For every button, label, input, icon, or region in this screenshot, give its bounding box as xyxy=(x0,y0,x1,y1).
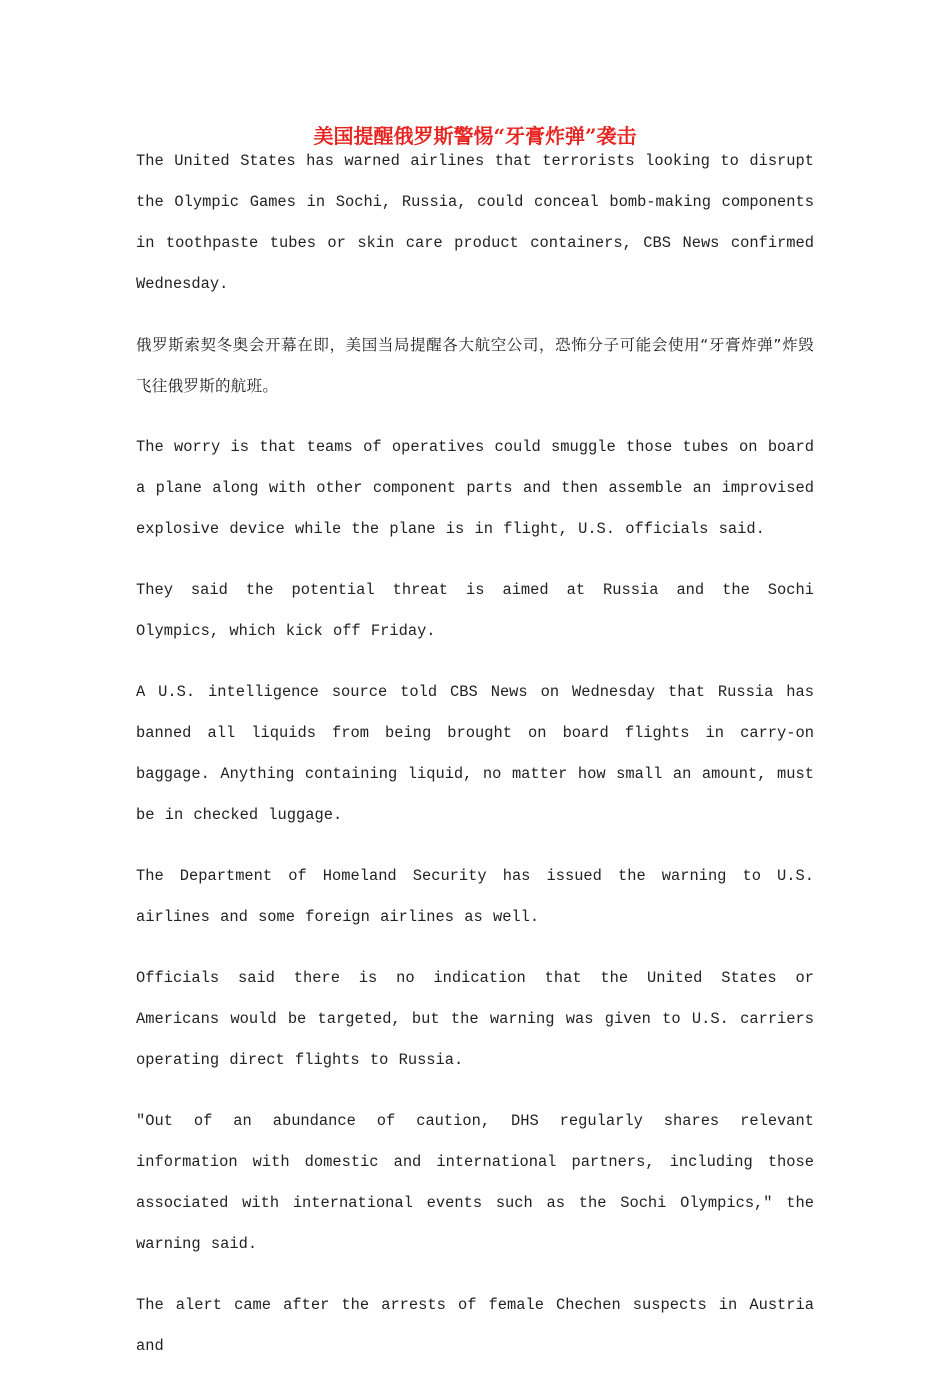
paragraph-5: A U.S. intelligence source told CBS News on Wednesday that Russia has banned all liquids from being brought on board flights in carry-on baggage. Anything containing liquid, no matter how small an amount, must be in checked luggage. xyxy=(136,683,814,824)
article-body xyxy=(136,141,814,1387)
paragraph-8: "Out of an abundance of caution, DHS regularly shares relevant information with domestic and international partners, including those associated with international events such as the Sochi Olympics," the warning said. xyxy=(136,1112,814,1253)
paragraph-2-chinese: 俄罗斯索契冬奥会开幕在即，美国当局提醒各大航空公司，恐怖分子可能会使用“牙膏炸弹”炸毁飞往俄罗斯的航班。 xyxy=(136,336,814,395)
paragraph-7: Officials said there is no indication that the United States or Americans would be targeted, but the warning was given to U.S. carriers operating direct flights to Russia. xyxy=(136,969,814,1069)
paragraph-9: The alert came after the arrests of female Chechen suspects in Austria and xyxy=(136,1296,814,1355)
paragraph-3: The worry is that teams of operatives could smuggle those tubes on board a plane along with other component parts and then assemble an improvised explosive device while the plane is in flight, U.S. officials said. xyxy=(136,438,814,538)
paragraph-1: The United States has warned airlines that terrorists looking to disrupt the Olympic Games in Sochi, Russia, could conceal bomb-making components in toothpaste tubes or skin care product containers, CBS News confirmed Wednesday. xyxy=(136,152,814,293)
paragraph-6: The Department of Homeland Security has issued the warning to U.S. airlines and some foreign airlines as well. xyxy=(136,867,814,926)
paragraph-4: They said the potential threat is aimed at Russia and the Sochi Olympics, which kick off Friday. xyxy=(136,581,814,640)
article-title: 美国提醒俄罗斯警惕“牙膏炸弹”袭击 xyxy=(313,124,637,148)
